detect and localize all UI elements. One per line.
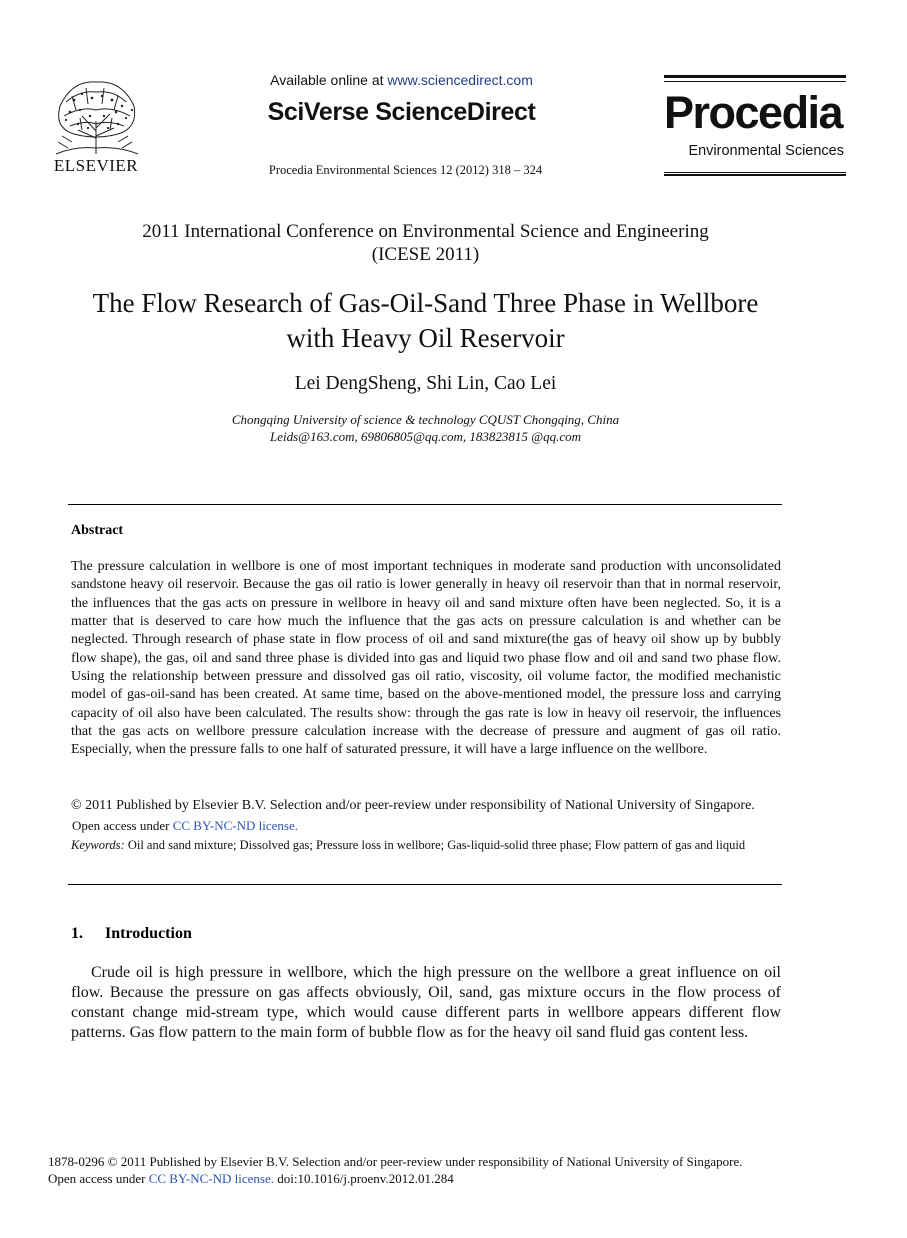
procedia-subtitle: Environmental Sciences	[688, 143, 844, 159]
section-number: 1.	[71, 925, 83, 942]
conference-line2: (ICESE 2011)	[371, 244, 480, 265]
abstract-text: The pressure calculation in wellbore is one of most important techniques in moderate sand production with unconsolidated sandstone heavy oil reservoir. Because the gas oil ratio is lower generally in heavy oil reservoir than that in normal reservoir, the influences that the gas acts on pressure in wellbore in heavy oil and sand mixture often have been neglected. So, it is a matter that is deserved to care how much the influence that the gas acts on pressure calculation is and whether can be neglected. Through research of phase state in flow process of oil and sand mixture(the gas of heavy oil show up by bubbly flow shape), the gas, oil and sand three phase is divided into gas and liquid two phase flow and oil and sand two phase flow. Using the relationship between pressure and dissolved gas oil ratio, viscosity, oil volume factor, the modified mechanistic model of gas-oil-sand has been created. At same time, based on the above-mentioned model, the pressure loss and carrying capacity of oil also have been calculated. The results show: through the gas rate is low in heavy oil reservoir, the influences that the gas acts on wellbore pressure calculation increase with the decrease of pressure and augment of gas oil ratio. Especially, when the pressure falls to one half of saturated pressure, it will have a large influence on the wellbore.	[71, 559, 781, 758]
divider	[68, 504, 782, 505]
available-online-prefix: Available online at	[270, 72, 388, 88]
procedia-wordmark: Procedia	[664, 87, 843, 138]
logo-rule	[664, 81, 846, 82]
keywords-text: Oil and sand mixture; Dissolved gas; Pressure loss in wellbore; Gas-liquid-solid three phase; Flow pattern of gas and liquid	[124, 838, 746, 852]
conference-line1: 2011 International Conference on Environmental Science and Engineering	[142, 221, 709, 242]
section-title: Introduction	[105, 925, 192, 942]
footer-open-access-prefix: Open access under	[48, 1171, 149, 1186]
logo-rule	[664, 75, 846, 78]
divider	[68, 884, 782, 885]
license-link[interactable]: CC BY-NC-ND license.	[172, 818, 299, 833]
authors: Lei DengSheng, Shi Lin, Cao Lei	[294, 373, 557, 394]
copyright-line: © 2011 Published by Elsevier B.V. Selection and/or peer-review under responsibility of National University of Singapore.	[71, 798, 755, 813]
footer-copyright: 1878-0296 © 2011 Published by Elsevier B.V. Selection and/or peer-review under responsibility of National University of Singapore.	[48, 1154, 743, 1169]
paper-title-line2: with Heavy Oil Reservoir	[286, 323, 565, 353]
footer-doi: doi:10.1016/j.proenv.2012.01.284	[274, 1171, 454, 1186]
keywords-label: Keywords:	[71, 838, 125, 852]
keywords	[71, 837, 783, 854]
paper-title-line1: The Flow Research of Gas-Oil-Sand Three Phase in Wellbore	[92, 288, 759, 318]
affiliation-block	[0, 411, 851, 445]
logo-rule	[664, 174, 846, 176]
conference-name	[0, 220, 851, 266]
sciencedirect-link[interactable]: www.sciencedirect.com	[387, 72, 533, 88]
procedia-logo	[664, 75, 846, 177]
affiliation: Chongqing University of science & technology CQUST Chongqing, China	[231, 412, 620, 427]
logo-rule	[664, 172, 846, 173]
journal-reference: Procedia Environmental Sciences 12 (2012) 318 – 324	[268, 163, 543, 177]
paper-title	[0, 286, 851, 356]
author-emails: Leids@163.com, 69806805@qq.com, 183823815 @qq.com	[269, 429, 582, 444]
open-access-line	[72, 818, 298, 834]
platform-name: SciVerse ScienceDirect	[267, 98, 536, 126]
section-heading-introduction	[71, 925, 192, 943]
introduction-paragraph: Crude oil is high pressure in wellbore, which the high pressure on the wellbore a great influence on oil flow. Because the pressure on gas affects obviously, Oil, sand, gas mixture occurs in the flow process of constant change mid-stream type, which would cause different parts in wellbore appears different flow patterns. Gas flow pattern to the main form of bubble flow as for the heavy oil sand fluid gas content less.	[71, 964, 781, 1041]
abstract-heading: Abstract	[71, 523, 124, 538]
open-access-prefix: Open access under	[72, 818, 173, 833]
footer-license-doi	[48, 1171, 454, 1187]
footer-license-link[interactable]: CC BY-NC-ND license.	[148, 1171, 275, 1186]
elsevier-wordmark: ELSEVIER	[53, 156, 139, 175]
